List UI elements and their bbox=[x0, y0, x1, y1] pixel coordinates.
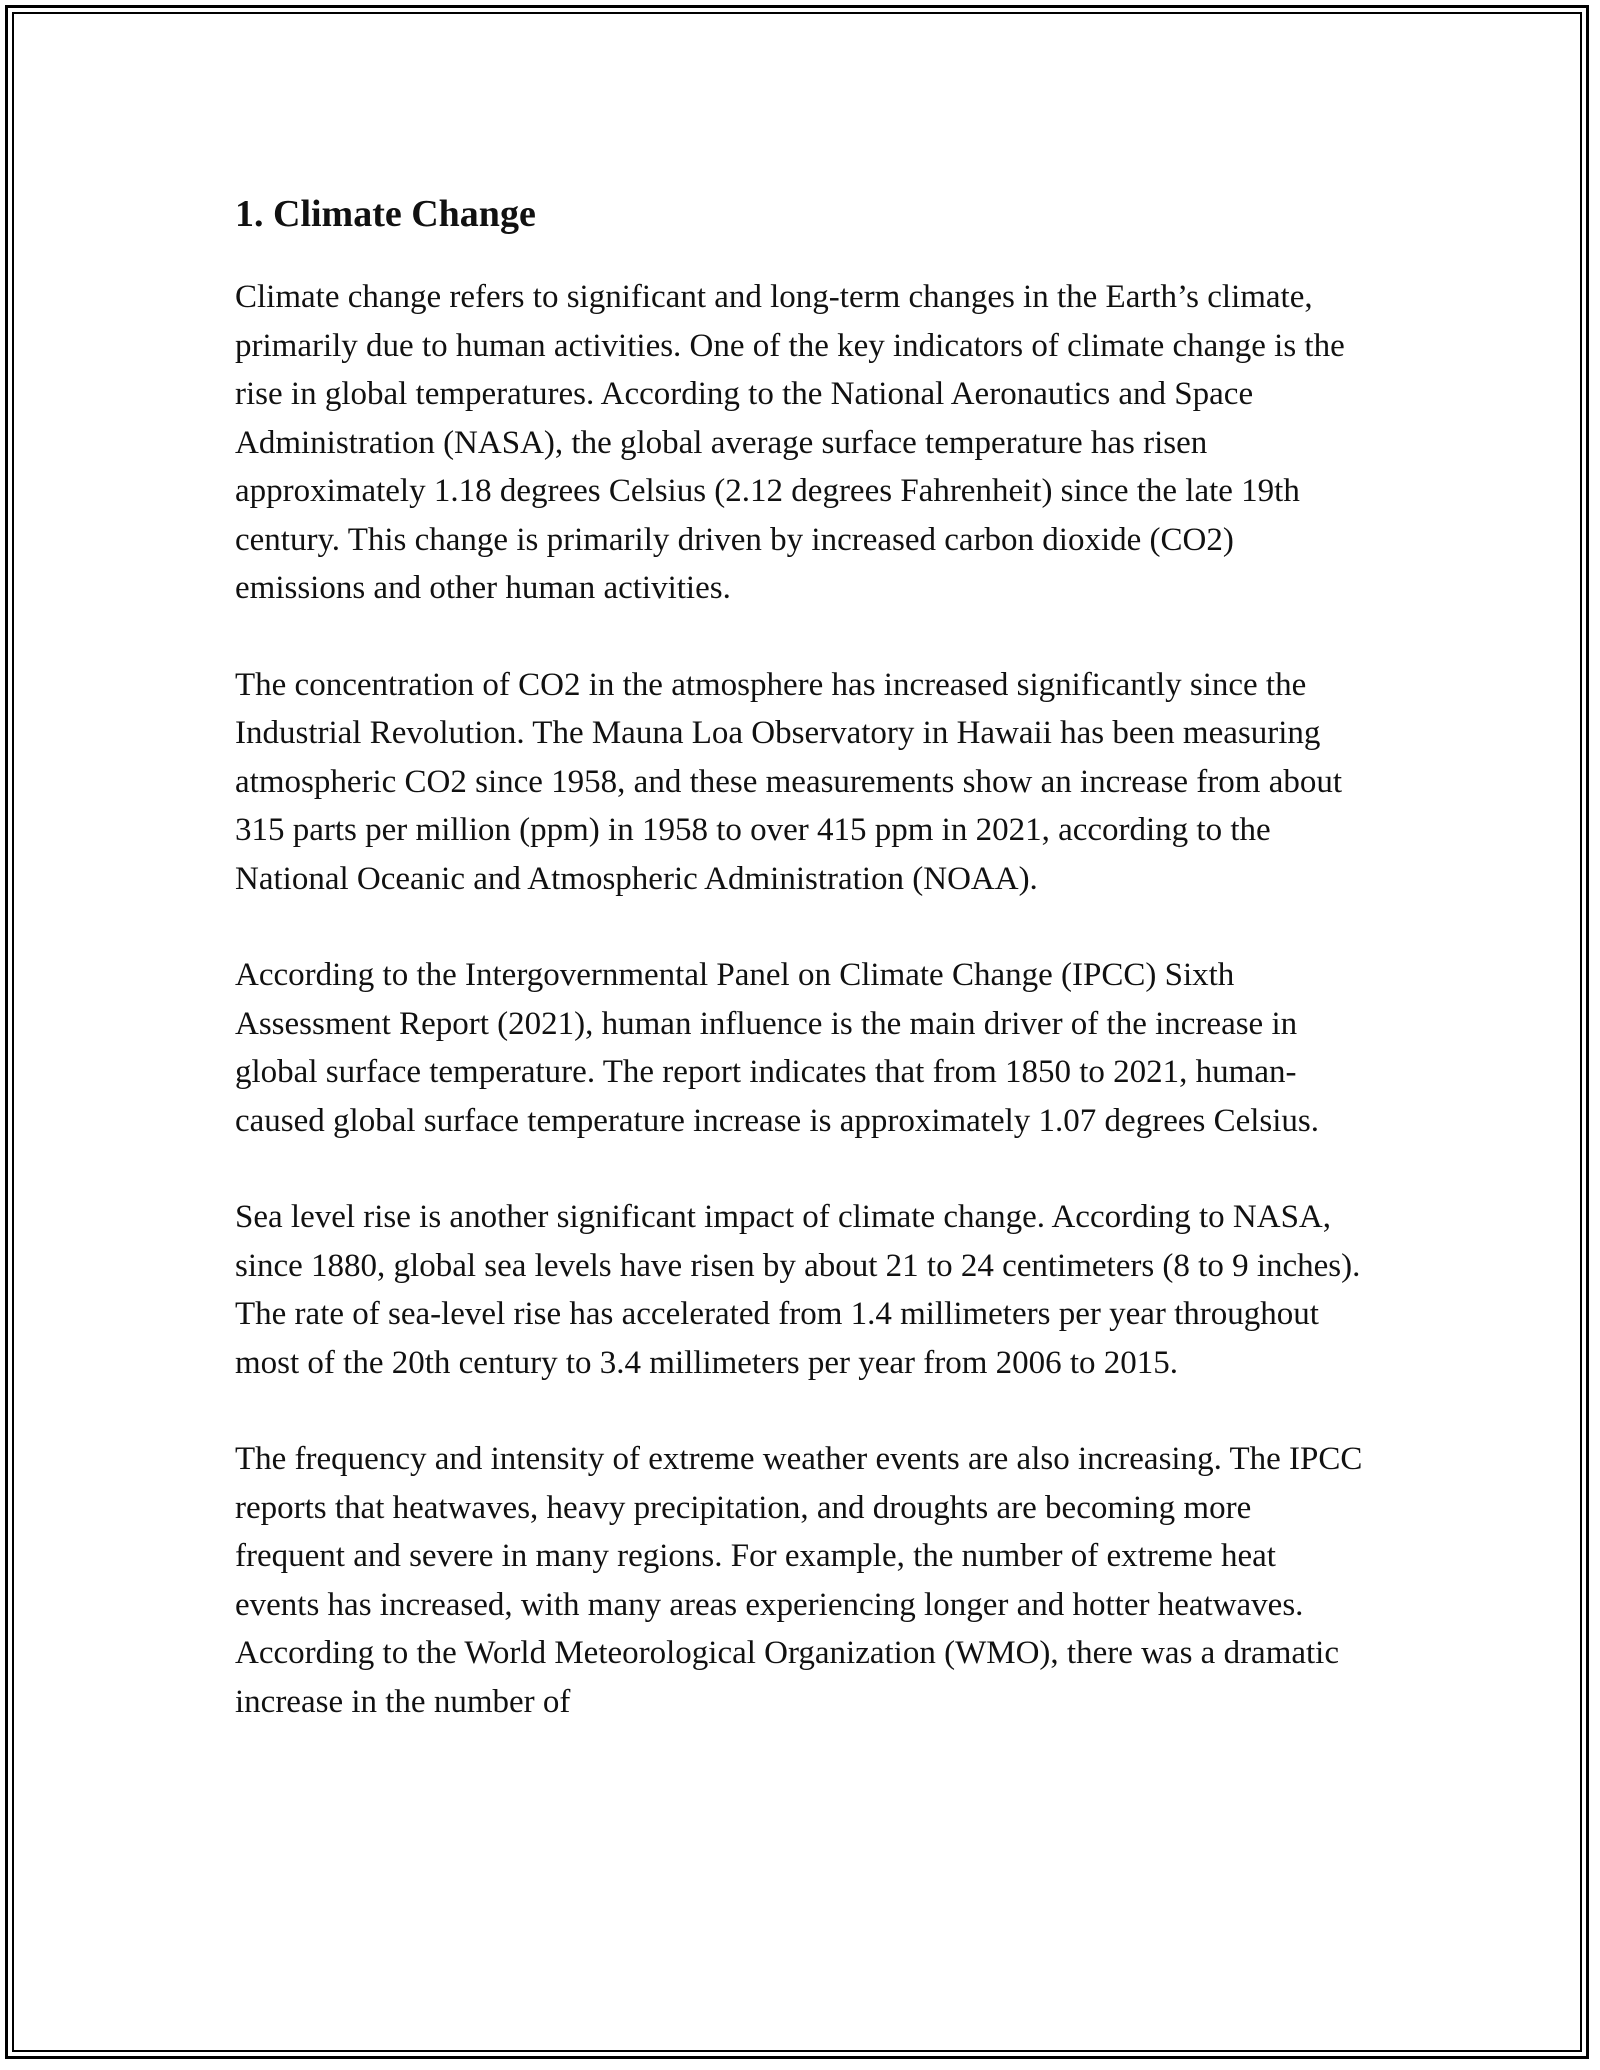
section-heading: 1. Climate Change bbox=[235, 193, 536, 235]
paragraph-4: Sea level rise is another significant impact of climate change. According to NASA, since 1880, global sea levels have risen by about 21 to 24 centimeters (8 to 9 inches). The rate of sea-level rise has accelerated from 1.4 millimeters per year throughout most of the 20th century to 3.4 millimeters per year from 2006 to 2015. bbox=[235, 1199, 1361, 1381]
paragraph-5: The frequency and intensity of extreme weather events are also increasing. The IPCC reports that heatwaves, heavy precipitation, and droughts are becoming more frequent and severe in many regions. For example, the number of extreme heat events has increased, with many areas experiencing longer and hotter heatwaves. According to the World Meteorological Organization (WMO), there was a dramatic increase in the number of bbox=[235, 1441, 1363, 1720]
paragraph-2: The concentration of CO2 in the atmosphere has increased significantly since the Industrial Revolution. The Mauna Loa Observatory in Hawaii has been measuring atmospheric CO2 since 1958, and these measurements show an increase from about 315 parts per million (ppm) in 1958 to over 415 ppm in 2021, according to the National Oceanic and Atmospheric Administration (NOAA). bbox=[235, 666, 1343, 897]
document-body bbox=[235, 185, 1365, 1774]
paragraph-3: According to the Intergovernmental Panel on Climate Change (IPCC) Sixth Assessment Report (2021), human influence is the main driver of the increase in global surface temperature. The report indicates that from 1850 to 2021, human-caused global surface temperature increase is approximately 1.07 degrees Celsius. bbox=[235, 957, 1320, 1139]
paragraph-1: Climate change refers to significant and long-term changes in the Earth’s climate, primarily due to human activities. One of the key indicators of climate change is the rise in global temperatures. According to the National Aeronautics and Space Administration (NASA), the global average surface temperature has risen approximately 1.18 degrees Celsius (2.12 degrees Fahrenheit) since the late 19th century. This change is primarily driven by increased carbon dioxide (CO2) emissions and other human activities. bbox=[235, 279, 1345, 606]
